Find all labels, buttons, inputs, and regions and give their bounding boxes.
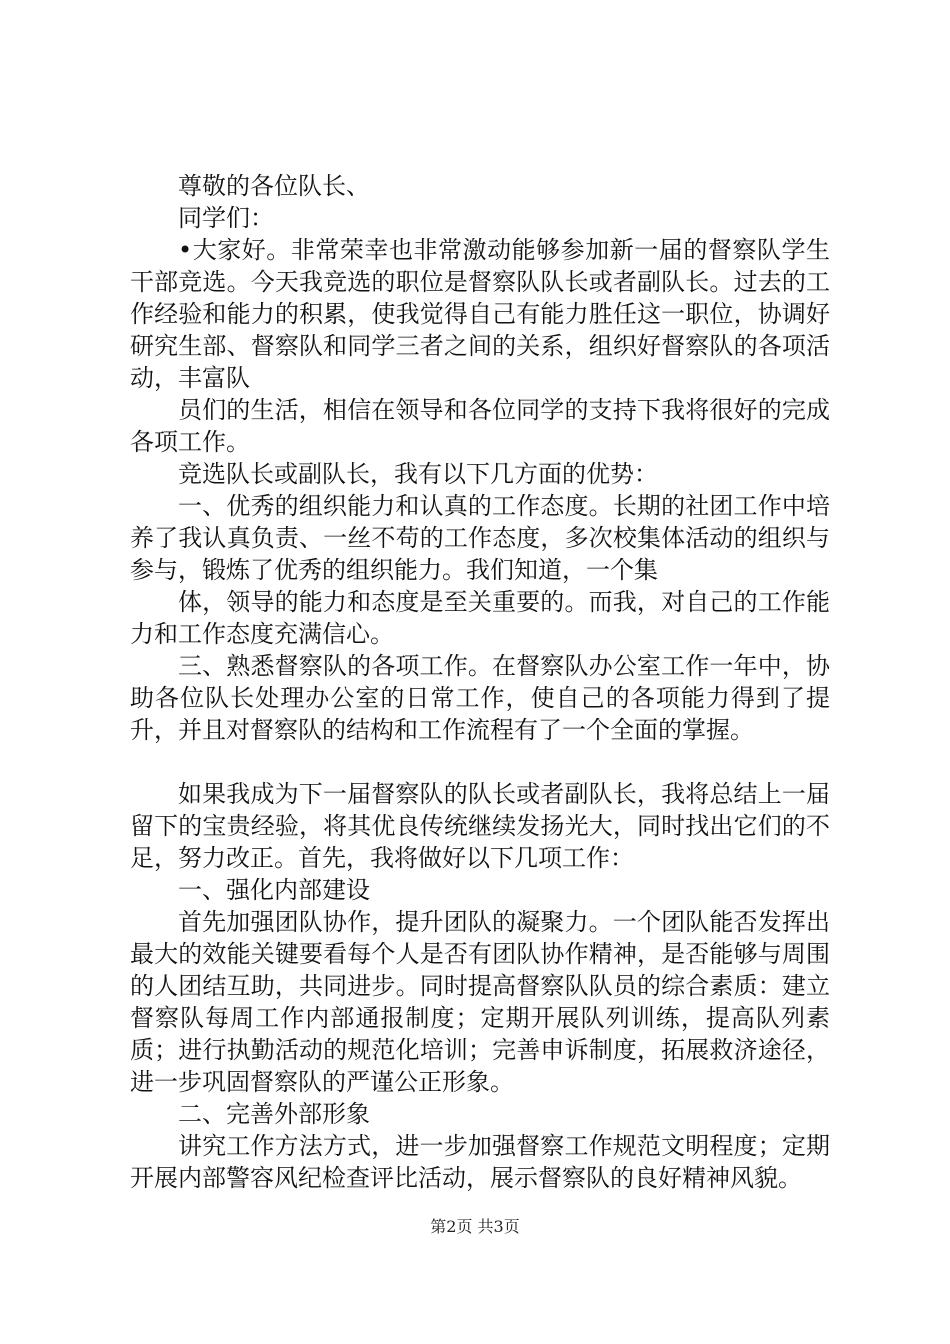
paragraph-greeting: •大家好。非常荣幸也非常激动能够参加新一届的督察队学生干部竞选。今天我竞选的职位是督察队队长或者副队长。过去的工作经验和能力的积累，使我觉得自己有能力胜任这一职位，协调好研究生部、督察队和同学三者之间的关系，组织好督察队的各项活动，丰富队 (130, 236, 830, 392)
paragraph-advantage-3: 三、熟悉督察队的各项工作。在督察队办公室工作一年中，协助各位队长处理办公室的日常工作，使自己的各项能力得到了提升，并且对督察队的结构和工作流程有了一个全面的掌握。 (130, 652, 830, 744)
paragraph-advantage-1: 一、优秀的组织能力和认真的工作态度。长期的社团工作中培养了我认真负责、一丝不苟的工作态度，多次校集体活动的组织与参与，锻炼了优秀的组织能力。我们知道，一个集 (130, 492, 830, 584)
paragraph-plan-intro: 如果我成为下一届督察队的队长或者副队长，我将总结上一届留下的宝贵经验，将其优良传统继续发扬光大，同时找出它们的不足，努力改正。首先，我将做好以下几项工作： (130, 780, 830, 872)
paragraph-external-image: 讲究工作方法方式，进一步加强督察工作规范文明程度；定期开展内部警容风纪检查评比活动，展示督察队的良好精神风貌。 (130, 1132, 830, 1192)
paragraph-advantage-1-continued: 体，领导的能力和态度是至关重要的。而我，对自己的工作能力和工作态度充满信心。 (130, 588, 830, 648)
paragraph-advantages-intro: 竞选队长或副队长，我有以下几方面的优势： (178, 460, 658, 488)
document-body (130, 170, 830, 1194)
salutation-line-2: 同学们： (178, 204, 274, 232)
paragraph-internal-construction: 首先加强团队协作，提升团队的凝聚力。一个团队能否发挥出最大的效能关键要看每个人是否有团队协作精神，是否能够与周围的人团结互助，共同进步。同时提高督察队队员的综合素质：建立督察队每周工作内部通报制度；定期开展队列训练，提高队列素质；进行执勤活动的规范化培训；完善申诉制度，拓展救济途径，进一步巩固督察队的严谨公正形象。 (130, 908, 830, 1096)
page-footer: 第2页 共3页 (430, 1217, 520, 1236)
salutation-line-1: 尊敬的各位队长、 (178, 172, 370, 200)
heading-external-image: 二、完善外部形象 (178, 1100, 370, 1128)
paragraph-greeting-continued: 员们的生活，相信在领导和各位同学的支持下我将很好的完成各项工作。 (130, 396, 830, 456)
heading-internal-construction: 一、强化内部建设 (178, 876, 370, 904)
